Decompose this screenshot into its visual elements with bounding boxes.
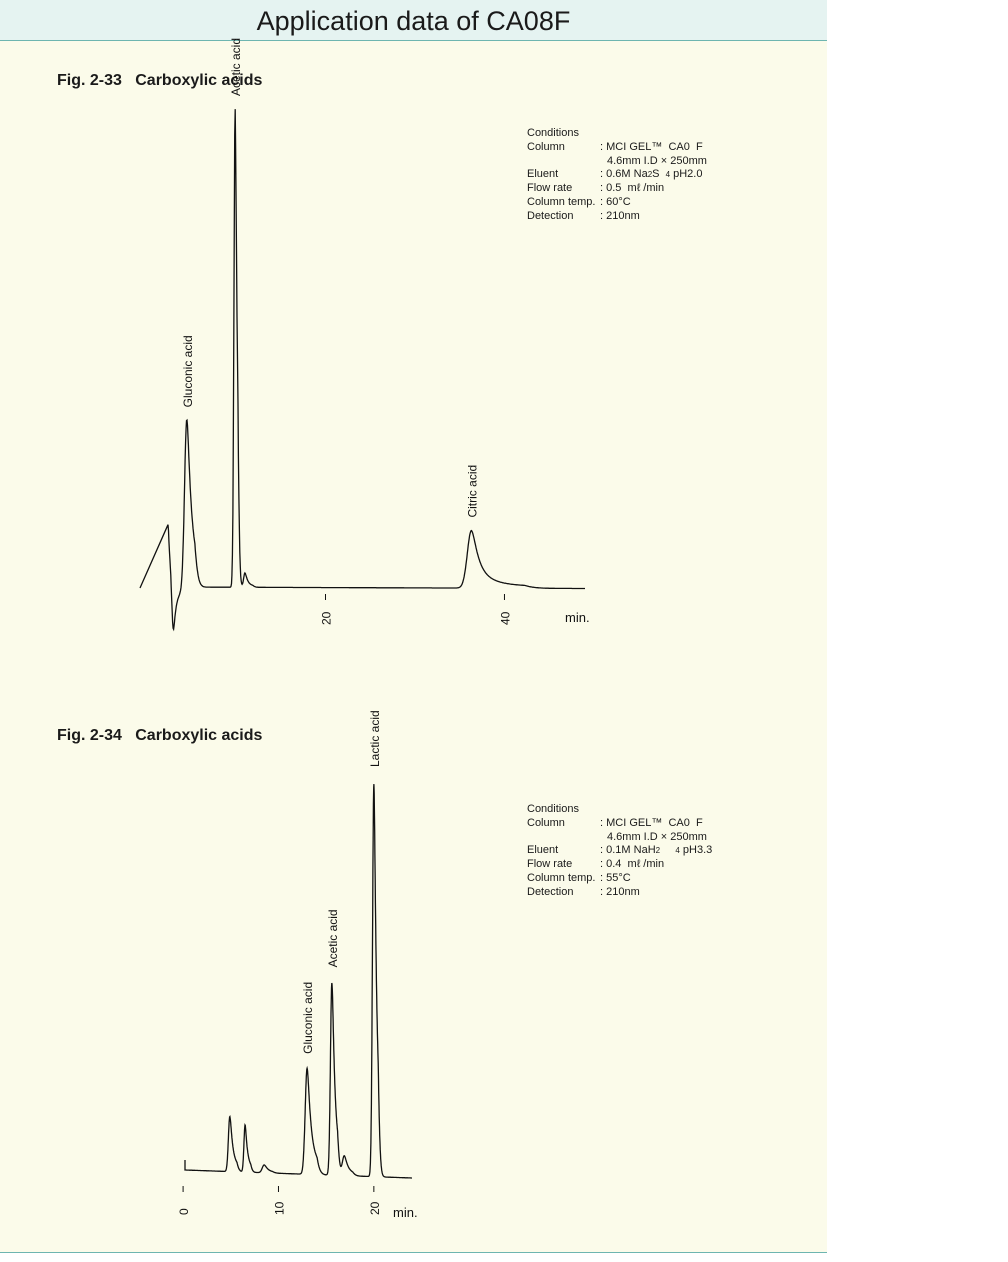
peak-label: Gluconic acid	[301, 981, 316, 1054]
conditions-panel: Conditions Column : MCI GEL™ CA0 F 4.6mm I.D × 250mm Eluent : 0.6M Na2S 4 pH2.0 Flow rate : 0.5 mℓ /min Column temp. : 60°C Detection : 210nm	[527, 127, 707, 222]
figure-title: Fig. 2-33 Carboxylic acids	[57, 72, 263, 89]
column-value: MCI GEL™ CA0 F	[606, 140, 703, 153]
column-dimensions: 4.6mm I.D × 250mm	[607, 154, 707, 167]
x-tick-label: 20	[367, 1201, 382, 1215]
column-label: Column	[527, 140, 565, 153]
eluent-formula-tail: S	[652, 168, 666, 181]
peak-label: Gluconic acid	[180, 335, 195, 408]
conditions-panel: Conditions Column : MCI GEL™ CA0 F 4.6mm I.D × 250mm Eluent : 0.1M NaH2 4 pH3.3 Flow rate : 0.4 mℓ /min Column temp. : 55°C Detection : 210nm	[527, 803, 713, 898]
column-value: MCI GEL™ CA0 F	[606, 816, 703, 829]
flow-rate-label: Flow rate	[527, 182, 573, 195]
peak-label: Citric acid	[465, 464, 480, 518]
peak-label: Lactic acid	[367, 710, 382, 767]
eluent-label: Eluent	[527, 844, 559, 857]
flow-rate-value: 0.4 mℓ /min	[606, 858, 665, 871]
page-title: Application data of CA08F	[256, 6, 571, 36]
detection-label: Detection	[527, 885, 574, 898]
x-tick-label: 20	[319, 611, 334, 625]
x-tick-label: 0	[177, 1208, 192, 1215]
detection-value: 210nm	[606, 885, 640, 898]
figure-title: Fig. 2-34 Carboxylic acids	[57, 727, 263, 744]
eluent-subscript-2: 4	[675, 846, 680, 856]
column-temp-value: 55°C	[606, 871, 631, 884]
eluent-subscript-2: 4	[665, 170, 671, 180]
conditions-heading: Conditions	[527, 127, 579, 139]
eluent-value: 0.6M Na	[606, 168, 648, 181]
eluent-ph: pH2.0	[670, 168, 703, 181]
column-temp-value: 60°C	[606, 195, 631, 208]
eluent-label: Eluent	[527, 168, 559, 181]
peak-label: Acetic acid	[229, 37, 244, 96]
eluent-subscript: 2	[647, 170, 653, 180]
column-label: Column	[527, 816, 565, 829]
flow-rate-value: 0.5 mℓ /min	[606, 182, 665, 195]
x-axis-label: min.	[565, 610, 590, 625]
peak-label: Acetic acid	[325, 909, 340, 968]
flow-rate-label: Flow rate	[527, 858, 573, 871]
eluent-ph: pH3.3	[679, 844, 713, 857]
x-tick-label: 40	[498, 611, 513, 625]
chromatogram-trace	[140, 109, 585, 629]
eluent-subscript: 2	[655, 846, 661, 856]
chromatogram-trace	[185, 784, 412, 1178]
detection-label: Detection	[527, 209, 574, 222]
column-dimensions: 4.6mm I.D × 250mm	[607, 830, 707, 843]
conditions-heading: Conditions	[527, 803, 579, 815]
eluent-value: 0.1M NaH	[606, 844, 656, 857]
column-temp-label: Column temp.	[527, 871, 596, 884]
x-axis-label: min.	[393, 1205, 418, 1220]
detection-value: 210nm	[606, 209, 640, 222]
column-temp-label: Column temp.	[527, 195, 596, 208]
x-tick-label: 10	[272, 1201, 287, 1215]
